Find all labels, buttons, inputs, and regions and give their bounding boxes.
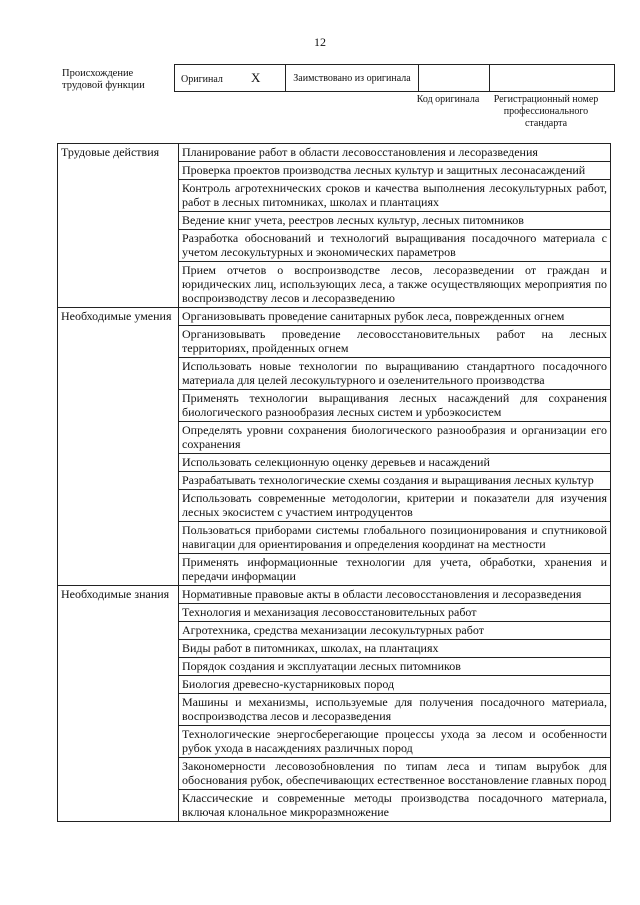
section-item: Ведение книг учета, реестров лесных культур, лесных питомников — [179, 212, 611, 230]
page-number: 12 — [314, 35, 326, 49]
section-item: Разработка обоснований и технологий выращивания посадочного материала с учетом лесокультурных и экономических параметров — [179, 230, 611, 262]
section-label: Необходимые умения — [58, 308, 179, 586]
original-label: Оригинал — [181, 74, 223, 85]
section-label: Трудовые действия — [58, 144, 179, 308]
section-item: Технология и механизация лесовосстановительных работ — [179, 604, 611, 622]
table-row — [58, 144, 611, 162]
section-item: Классические и современные методы производства посадочного материала, включая клональное микроразмножение — [179, 790, 611, 822]
registration-number-label: Регистрационный номер профессионального стандарта — [493, 94, 599, 129]
section-item: Прием отчетов о воспроизводстве лесов, лесоразведении от граждан и юридических лиц, использующих леса, а также осуществляющих мероприятия по воспроизводству лесов и лесоразведению — [179, 262, 611, 308]
section-item: Закономерности лесовозобновления по типам леса и типам вырубок для обоснования рубок, обеспечивающих естественное восстановление главных пород — [179, 758, 611, 790]
code-original-label: Код оригинала — [416, 94, 480, 105]
section-item: Организовывать проведение лесовосстановительных работ на лесных территориях, пройденных огнем — [179, 326, 611, 358]
section-item: Организовывать проведение санитарных рубок леса, поврежденных огнем — [179, 308, 611, 326]
section-item: Технологические энергосберегающие процессы ухода за лесом и особенности рубок ухода в насаждениях различных пород — [179, 726, 611, 758]
labor-function-table — [57, 143, 611, 822]
section-item: Использовать селекционную оценку деревьев и насаждений — [179, 454, 611, 472]
borrowed-label: Заимствовано из оригинала — [286, 65, 419, 92]
section-item: Виды работ в питомниках, школах, на плантациях — [179, 640, 611, 658]
section-item: Планирование работ в области лесовосстановления и лесоразведения — [179, 144, 611, 162]
section-item: Машины и механизмы, используемые для получения посадочного материала, воспроизводства лесов и лесоразведения — [179, 694, 611, 726]
section-item: Биология древесно-кустарниковых пород — [179, 676, 611, 694]
section-item: Проверка проектов производства лесных культур и защитных лесонасаждений — [179, 162, 611, 180]
section-item: Использовать современные методологии, критерии и показатели для изучения лесных экосистем с участием интродуцентов — [179, 490, 611, 522]
section-label: Необходимые знания — [58, 586, 179, 822]
section-item: Использовать новые технологии по выращиванию стандартного посадочного материала для целей лесокультурного и озеленительного производства — [179, 358, 611, 390]
section-item: Пользоваться приборами системы глобального позиционирования и спутниковой навигации для ориентирования и определения координат на местности — [179, 522, 611, 554]
origin-table — [174, 64, 615, 92]
origin-label: Происхождение трудовой функции — [62, 68, 145, 91]
section-item: Применять технологии выращивания лесных насаждений для сохранения биологического разнообразия лесных систем и урбоэкосистем — [179, 390, 611, 422]
table-row — [58, 586, 611, 604]
code-cell — [419, 65, 490, 92]
section-item: Применять информационные технологии для учета, обработки, хранения и передачи информации — [179, 554, 611, 586]
section-item: Агротехника, средства механизации лесокультурных работ — [179, 622, 611, 640]
section-item: Порядок создания и эксплуатации лесных питомников — [179, 658, 611, 676]
section-item: Контроль агротехнических сроков и качества выполнения лесокультурных работ, работ в лесных питомниках, школах и плантациях — [179, 180, 611, 212]
reg-number-cell — [490, 65, 615, 92]
original-mark: X — [251, 70, 261, 85]
original-cell — [175, 65, 286, 92]
section-item: Разрабатывать технологические схемы создания и выращивания лесных культур — [179, 472, 611, 490]
section-item: Нормативные правовые акты в области лесовосстановления и лесоразведения — [179, 586, 611, 604]
section-item: Определять уровни сохранения биологического разнообразия и организации его сохранения — [179, 422, 611, 454]
table-row — [58, 308, 611, 326]
